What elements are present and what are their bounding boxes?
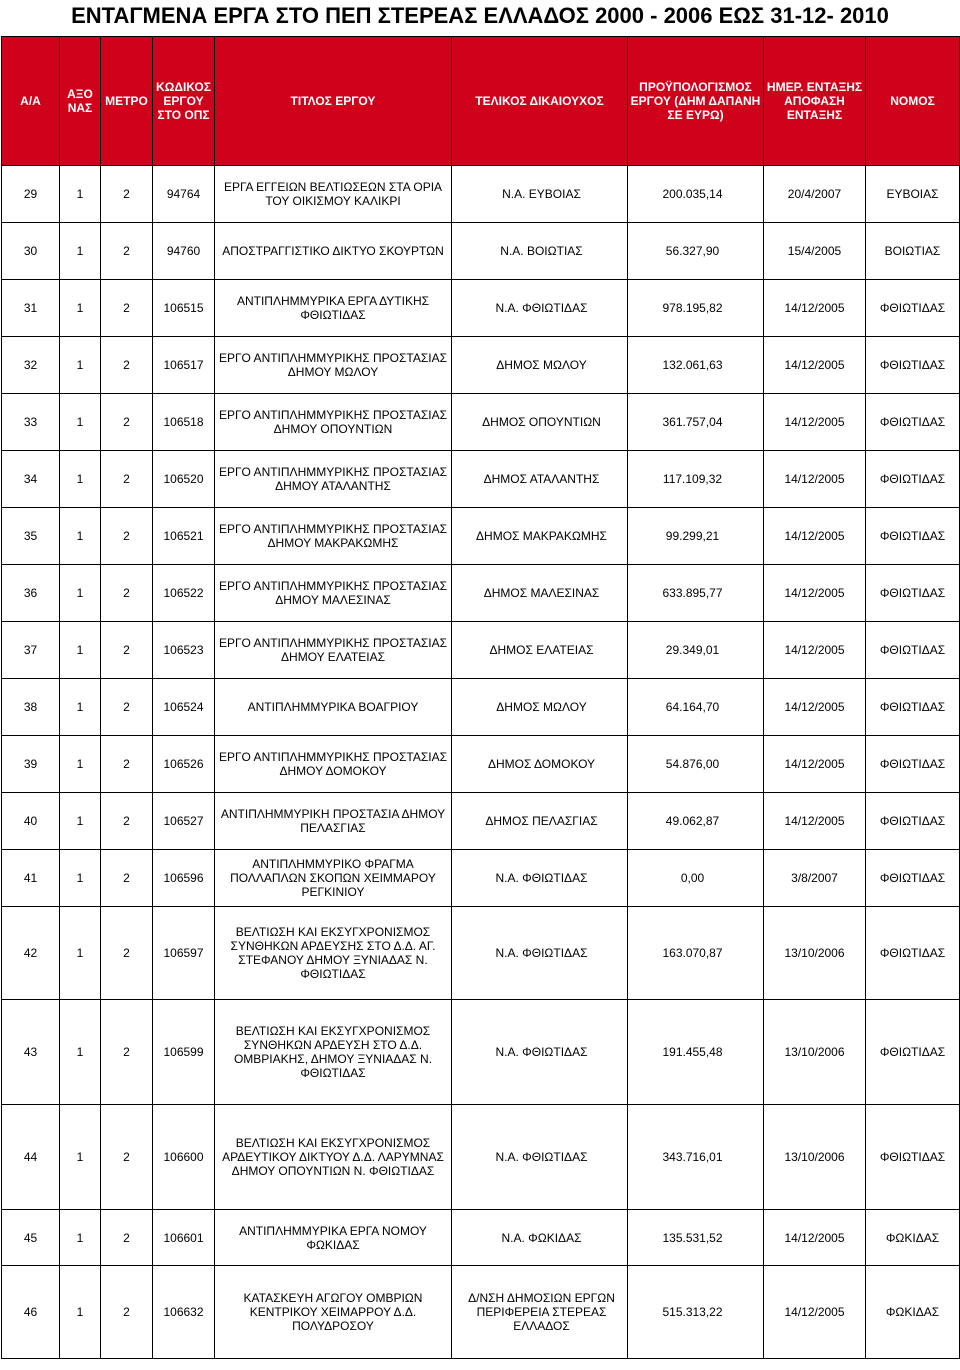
header-beneficiary: ΤΕΛΙΚΟΣ ΔΙΚΑΙΟΥΧΟΣ bbox=[452, 37, 628, 166]
cell-beneficiary: ΔΗΜΟΣ ΔΟΜΟΚΟΥ bbox=[452, 736, 628, 793]
cell-date: 14/12/2005 bbox=[764, 508, 866, 565]
cell-code: 106597 bbox=[153, 907, 215, 1000]
cell-axonas: 1 bbox=[60, 736, 101, 793]
cell-aa: 36 bbox=[2, 565, 60, 622]
cell-date: 14/12/2005 bbox=[764, 622, 866, 679]
cell-aa: 31 bbox=[2, 280, 60, 337]
cell-beneficiary: Ν.Α. ΦΘΙΩΤΙΔΑΣ bbox=[452, 280, 628, 337]
cell-beneficiary: Ν.Α. ΦΩΚΙΔΑΣ bbox=[452, 1210, 628, 1266]
table-header bbox=[2, 37, 960, 166]
cell-nomos: ΦΘΙΩΤΙΔΑΣ bbox=[866, 1000, 960, 1105]
cell-metro: 2 bbox=[101, 565, 153, 622]
cell-title: ΕΡΓΟ ΑΝΤΙΠΛΗΜΜΥΡΙΚΗΣ ΠΡΟΣΤΑΣΙΑΣ ΔΗΜΟΥ ΜΑΚΡΑΚΩΜΗΣ bbox=[215, 508, 452, 565]
cell-title: ΑΝΤΙΠΛΗΜΜΥΡΙΚΗ ΠΡΟΣΤΑΣΙΑ ΔΗΜΟΥ ΠΕΛΑΣΓΙΑΣ bbox=[215, 793, 452, 850]
cell-beneficiary: ΔΗΜΟΣ ΜΩΛΟΥ bbox=[452, 679, 628, 736]
cell-aa: 34 bbox=[2, 451, 60, 508]
cell-title: ΒΕΛΤΙΩΣΗ ΚΑΙ ΕΚΣΥΓΧΡΟΝΙΣΜΟΣ ΣΥΝΘΗΚΩΝ ΑΡΔΕΥΣΗΣ ΣΤΟ Δ.Δ. ΑΓ. ΣΤΕΦΑΝΟΥ ΔΗΜΟΥ ΞΥΝΙΑΔΑΣ Ν. ΦΘΙΩΤΙΔΑΣ bbox=[215, 907, 452, 1000]
table-row bbox=[2, 622, 960, 679]
cell-title: ΑΝΤΙΠΛΗΜΜΥΡΙΚΟ ΦΡΑΓΜΑ ΠΟΛΛΑΠΛΩΝ ΣΚΟΠΩΝ ΧΕΙΜΜΑΡΟΥ ΡΕΓΚΙΝΙΟΥ bbox=[215, 850, 452, 907]
table-row bbox=[2, 508, 960, 565]
cell-budget: 343.716,01 bbox=[628, 1105, 764, 1210]
cell-title: ΕΡΓΑ ΕΓΓΕΙΩΝ ΒΕΛΤΙΩΣΕΩΝ ΣΤΑ ΟΡΙΑ ΤΟΥ ΟΙΚΙΣΜΟΥ ΚΑΛΙΚΡΙ bbox=[215, 166, 452, 223]
cell-axonas: 1 bbox=[60, 166, 101, 223]
cell-nomos: ΦΘΙΩΤΙΔΑΣ bbox=[866, 793, 960, 850]
cell-beneficiary: Ν.Α. ΦΘΙΩΤΙΔΑΣ bbox=[452, 1000, 628, 1105]
cell-budget: 361.757,04 bbox=[628, 394, 764, 451]
cell-nomos: ΦΘΙΩΤΙΔΑΣ bbox=[866, 451, 960, 508]
cell-aa: 44 bbox=[2, 1105, 60, 1210]
cell-beneficiary: ΔΗΜΟΣ ΜΩΛΟΥ bbox=[452, 337, 628, 394]
header-budget: ΠΡΟΫΠΟΛΟΓΙΣΜΟΣ ΕΡΓΟΥ (ΔΗΜ ΔΑΠΑΝΗ ΣΕ ΕΥΡΩ) bbox=[628, 37, 764, 166]
table-row bbox=[2, 1210, 960, 1266]
cell-metro: 2 bbox=[101, 223, 153, 280]
cell-title: ΕΡΓΟ ΑΝΤΙΠΛΗΜΜΥΡΙΚΗΣ ΠΡΟΣΤΑΣΙΑΣ ΔΗΜΟΥ ΜΩΛΟΥ bbox=[215, 337, 452, 394]
cell-date: 3/8/2007 bbox=[764, 850, 866, 907]
cell-metro: 2 bbox=[101, 850, 153, 907]
cell-budget: 49.062,87 bbox=[628, 793, 764, 850]
cell-title: ΑΝΤΙΠΛΗΜΜΥΡΙΚΑ ΕΡΓΑ ΝΟΜΟΥ ΦΩΚΙΔΑΣ bbox=[215, 1210, 452, 1266]
cell-date: 14/12/2005 bbox=[764, 1210, 866, 1266]
cell-aa: 46 bbox=[2, 1266, 60, 1359]
table-row bbox=[2, 679, 960, 736]
cell-code: 94760 bbox=[153, 223, 215, 280]
cell-budget: 0,00 bbox=[628, 850, 764, 907]
cell-aa: 37 bbox=[2, 622, 60, 679]
cell-nomos: ΦΩΚΙΔΑΣ bbox=[866, 1266, 960, 1359]
cell-budget: 99.299,21 bbox=[628, 508, 764, 565]
cell-axonas: 1 bbox=[60, 337, 101, 394]
cell-nomos: ΕΥΒΟΙΑΣ bbox=[866, 166, 960, 223]
cell-metro: 2 bbox=[101, 280, 153, 337]
cell-budget: 633.895,77 bbox=[628, 565, 764, 622]
cell-nomos: ΦΘΙΩΤΙΔΑΣ bbox=[866, 736, 960, 793]
cell-metro: 2 bbox=[101, 1210, 153, 1266]
cell-beneficiary: ΔΗΜΟΣ ΟΠΟΥΝΤΙΩΝ bbox=[452, 394, 628, 451]
cell-axonas: 1 bbox=[60, 1210, 101, 1266]
cell-axonas: 1 bbox=[60, 1000, 101, 1105]
cell-date: 14/12/2005 bbox=[764, 394, 866, 451]
cell-code: 106600 bbox=[153, 1105, 215, 1210]
cell-budget: 515.313,22 bbox=[628, 1266, 764, 1359]
cell-title: ΚΑΤΑΣΚΕΥΗ ΑΓΩΓΟΥ ΟΜΒΡΙΩΝ ΚΕΝΤΡΙΚΟΥ ΧΕΙΜΑΡΡΟΥ Δ.Δ. ΠΟΛΥΔΡΟΣΟΥ bbox=[215, 1266, 452, 1359]
cell-metro: 2 bbox=[101, 394, 153, 451]
cell-axonas: 1 bbox=[60, 1266, 101, 1359]
cell-date: 14/12/2005 bbox=[764, 451, 866, 508]
table-row bbox=[2, 451, 960, 508]
cell-aa: 43 bbox=[2, 1000, 60, 1105]
cell-beneficiary: Ν.Α. ΕΥΒΟΙΑΣ bbox=[452, 166, 628, 223]
table-row bbox=[2, 565, 960, 622]
cell-nomos: ΒΟΙΩΤΙΑΣ bbox=[866, 223, 960, 280]
cell-aa: 38 bbox=[2, 679, 60, 736]
cell-beneficiary: Ν.Α. ΒΟΙΩΤΙΑΣ bbox=[452, 223, 628, 280]
table-row bbox=[2, 337, 960, 394]
cell-aa: 29 bbox=[2, 166, 60, 223]
cell-title: ΕΡΓΟ ΑΝΤΙΠΛΗΜΜΥΡΙΚΗΣ ΠΡΟΣΤΑΣΙΑΣ ΔΗΜΟΥ ΔΟΜΟΚΟΥ bbox=[215, 736, 452, 793]
table-row bbox=[2, 280, 960, 337]
cell-axonas: 1 bbox=[60, 850, 101, 907]
cell-code: 106601 bbox=[153, 1210, 215, 1266]
table-row bbox=[2, 907, 960, 1000]
header-title: ΤΙΤΛΟΣ ΕΡΓΟΥ bbox=[215, 37, 452, 166]
cell-date: 14/12/2005 bbox=[764, 337, 866, 394]
cell-title: ΑΠΟΣΤΡΑΓΓΙΣΤΙΚΟ ΔΙΚΤΥΟ ΣΚΟΥΡΤΩΝ bbox=[215, 223, 452, 280]
cell-code: 106522 bbox=[153, 565, 215, 622]
cell-metro: 2 bbox=[101, 1000, 153, 1105]
cell-aa: 42 bbox=[2, 907, 60, 1000]
cell-code: 106517 bbox=[153, 337, 215, 394]
cell-metro: 2 bbox=[101, 736, 153, 793]
cell-beneficiary: ΔΗΜΟΣ ΜΑΛΕΣΙΝΑΣ bbox=[452, 565, 628, 622]
cell-metro: 2 bbox=[101, 622, 153, 679]
table-row bbox=[2, 1105, 960, 1210]
cell-nomos: ΦΘΙΩΤΙΔΑΣ bbox=[866, 337, 960, 394]
cell-date: 13/10/2006 bbox=[764, 907, 866, 1000]
header-metro: ΜΕΤΡΟ bbox=[101, 37, 153, 166]
cell-code: 106523 bbox=[153, 622, 215, 679]
cell-beneficiary: Ν.Α. ΦΘΙΩΤΙΔΑΣ bbox=[452, 850, 628, 907]
cell-axonas: 1 bbox=[60, 223, 101, 280]
cell-budget: 978.195,82 bbox=[628, 280, 764, 337]
cell-date: 13/10/2006 bbox=[764, 1105, 866, 1210]
cell-title: ΒΕΛΤΙΩΣΗ ΚΑΙ ΕΚΣΥΓΧΡΟΝΙΣΜΟΣ ΑΡΔΕΥΤΙΚΟΥ ΔΙΚΤΥΟΥ Δ.Δ. ΛΑΡΥΜΝΑΣ ΔΗΜΟΥ ΟΠΟΥΝΤΙΩΝ Ν. ΦΘΙΩΤΙΔΑΣ bbox=[215, 1105, 452, 1210]
cell-code: 106520 bbox=[153, 451, 215, 508]
table-row bbox=[2, 166, 960, 223]
table-row bbox=[2, 1000, 960, 1105]
header-axonas: ΑΞΟ ΝΑΣ bbox=[60, 37, 101, 166]
cell-code: 106524 bbox=[153, 679, 215, 736]
cell-beneficiary: ΔΗΜΟΣ ΜΑΚΡΑΚΩΜΗΣ bbox=[452, 508, 628, 565]
cell-beneficiary: ΔΗΜΟΣ ΠΕΛΑΣΓΙΑΣ bbox=[452, 793, 628, 850]
cell-date: 15/4/2005 bbox=[764, 223, 866, 280]
cell-title: ΑΝΤΙΠΛΗΜΜΥΡΙΚΑ ΒΟΑΓΡΙΟΥ bbox=[215, 679, 452, 736]
cell-aa: 33 bbox=[2, 394, 60, 451]
table-row bbox=[2, 850, 960, 907]
cell-axonas: 1 bbox=[60, 280, 101, 337]
header-aa: Α/Α bbox=[2, 37, 60, 166]
cell-code: 94764 bbox=[153, 166, 215, 223]
cell-beneficiary: Δ/ΝΣΗ ΔΗΜΟΣΙΩΝ ΕΡΓΩΝ ΠΕΡΙΦΕΡΕΙΑ ΣΤΕΡΕΑΣ ΕΛΛΑΔΟΣ bbox=[452, 1266, 628, 1359]
cell-metro: 2 bbox=[101, 1266, 153, 1359]
cell-axonas: 1 bbox=[60, 793, 101, 850]
cell-beneficiary: Ν.Α. ΦΘΙΩΤΙΔΑΣ bbox=[452, 1105, 628, 1210]
cell-beneficiary: ΔΗΜΟΣ ΕΛΑΤΕΙΑΣ bbox=[452, 622, 628, 679]
cell-metro: 2 bbox=[101, 679, 153, 736]
cell-metro: 2 bbox=[101, 451, 153, 508]
cell-nomos: ΦΘΙΩΤΙΔΑΣ bbox=[866, 565, 960, 622]
cell-nomos: ΦΩΚΙΔΑΣ bbox=[866, 1210, 960, 1266]
cell-title: ΑΝΤΙΠΛΗΜΜΥΡΙΚΑ ΕΡΓΑ ΔΥΤΙΚΗΣ ΦΘΙΩΤΙΔΑΣ bbox=[215, 280, 452, 337]
cell-nomos: ΦΘΙΩΤΙΔΑΣ bbox=[866, 622, 960, 679]
cell-nomos: ΦΘΙΩΤΙΔΑΣ bbox=[866, 679, 960, 736]
cell-aa: 39 bbox=[2, 736, 60, 793]
cell-budget: 200.035,14 bbox=[628, 166, 764, 223]
cell-code: 106526 bbox=[153, 736, 215, 793]
cell-nomos: ΦΘΙΩΤΙΔΑΣ bbox=[866, 394, 960, 451]
cell-code: 106632 bbox=[153, 1266, 215, 1359]
cell-code: 106521 bbox=[153, 508, 215, 565]
cell-beneficiary: Ν.Α. ΦΘΙΩΤΙΔΑΣ bbox=[452, 907, 628, 1000]
cell-title: ΕΡΓΟ ΑΝΤΙΠΛΗΜΜΥΡΙΚΗΣ ΠΡΟΣΤΑΣΙΑΣ ΔΗΜΟΥ ΑΤΑΛΑΝΤΗΣ bbox=[215, 451, 452, 508]
cell-date: 13/10/2006 bbox=[764, 1000, 866, 1105]
cell-code: 106518 bbox=[153, 394, 215, 451]
table-row bbox=[2, 736, 960, 793]
cell-axonas: 1 bbox=[60, 451, 101, 508]
cell-budget: 117.109,32 bbox=[628, 451, 764, 508]
cell-aa: 32 bbox=[2, 337, 60, 394]
cell-metro: 2 bbox=[101, 907, 153, 1000]
cell-axonas: 1 bbox=[60, 508, 101, 565]
cell-nomos: ΦΘΙΩΤΙΔΑΣ bbox=[866, 280, 960, 337]
cell-budget: 163.070,87 bbox=[628, 907, 764, 1000]
cell-aa: 41 bbox=[2, 850, 60, 907]
table-row bbox=[2, 793, 960, 850]
cell-aa: 45 bbox=[2, 1210, 60, 1266]
table-body bbox=[2, 166, 960, 1359]
cell-nomos: ΦΘΙΩΤΙΔΑΣ bbox=[866, 1105, 960, 1210]
cell-metro: 2 bbox=[101, 793, 153, 850]
cell-date: 14/12/2005 bbox=[764, 280, 866, 337]
cell-title: ΕΡΓΟ ΑΝΤΙΠΛΗΜΜΥΡΙΚΗΣ ΠΡΟΣΤΑΣΙΑΣ ΔΗΜΟΥ ΟΠΟΥΝΤΙΩΝ bbox=[215, 394, 452, 451]
header-code: ΚΩΔΙΚΟΣ ΕΡΓΟΥ ΣΤΟ ΟΠΣ bbox=[153, 37, 215, 166]
cell-title: ΕΡΓΟ ΑΝΤΙΠΛΗΜΜΥΡΙΚΗΣ ΠΡΟΣΤΑΣΙΑΣ ΔΗΜΟΥ ΕΛΑΤΕΙΑΣ bbox=[215, 622, 452, 679]
cell-budget: 191.455,48 bbox=[628, 1000, 764, 1105]
cell-date: 14/12/2005 bbox=[764, 565, 866, 622]
cell-budget: 135.531,52 bbox=[628, 1210, 764, 1266]
cell-nomos: ΦΘΙΩΤΙΔΑΣ bbox=[866, 907, 960, 1000]
cell-code: 106515 bbox=[153, 280, 215, 337]
cell-budget: 64.164,70 bbox=[628, 679, 764, 736]
cell-aa: 30 bbox=[2, 223, 60, 280]
cell-aa: 40 bbox=[2, 793, 60, 850]
cell-date: 14/12/2005 bbox=[764, 679, 866, 736]
header-date: ΗΜΕΡ. ΕΝΤΑΞΗΣ ΑΠΟΦΑΣΗ ΕΝΤΑΞΗΣ bbox=[764, 37, 866, 166]
cell-axonas: 1 bbox=[60, 907, 101, 1000]
cell-metro: 2 bbox=[101, 1105, 153, 1210]
cell-code: 106596 bbox=[153, 850, 215, 907]
cell-aa: 35 bbox=[2, 508, 60, 565]
cell-axonas: 1 bbox=[60, 1105, 101, 1210]
cell-budget: 54.876,00 bbox=[628, 736, 764, 793]
cell-axonas: 1 bbox=[60, 622, 101, 679]
header-nomos: ΝΟΜΟΣ bbox=[866, 37, 960, 166]
table-row bbox=[2, 394, 960, 451]
cell-metro: 2 bbox=[101, 337, 153, 394]
cell-axonas: 1 bbox=[60, 394, 101, 451]
table-row bbox=[2, 223, 960, 280]
cell-axonas: 1 bbox=[60, 565, 101, 622]
cell-axonas: 1 bbox=[60, 679, 101, 736]
cell-budget: 56.327,90 bbox=[628, 223, 764, 280]
cell-metro: 2 bbox=[101, 508, 153, 565]
cell-beneficiary: ΔΗΜΟΣ ΑΤΑΛΑΝΤΗΣ bbox=[452, 451, 628, 508]
cell-budget: 132.061,63 bbox=[628, 337, 764, 394]
cell-title: ΒΕΛΤΙΩΣΗ ΚΑΙ ΕΚΣΥΓΧΡΟΝΙΣΜΟΣ ΣΥΝΘΗΚΩΝ ΑΡΔΕΥΣΗ ΣΤΟ Δ.Δ. ΟΜΒΡΙΑΚΗΣ, ΔΗΜΟΥ ΞΥΝΙΑΔΑΣ Ν. ΦΘΙΩΤΙΔΑΣ bbox=[215, 1000, 452, 1105]
cell-nomos: ΦΘΙΩΤΙΔΑΣ bbox=[866, 508, 960, 565]
table-row bbox=[2, 1266, 960, 1359]
cell-date: 14/12/2005 bbox=[764, 736, 866, 793]
cell-code: 106527 bbox=[153, 793, 215, 850]
cell-metro: 2 bbox=[101, 166, 153, 223]
cell-date: 14/12/2005 bbox=[764, 1266, 866, 1359]
cell-title: ΕΡΓΟ ΑΝΤΙΠΛΗΜΜΥΡΙΚΗΣ ΠΡΟΣΤΑΣΙΑΣ ΔΗΜΟΥ ΜΑΛΕΣΙΝΑΣ bbox=[215, 565, 452, 622]
works-table bbox=[1, 36, 960, 1359]
cell-nomos: ΦΘΙΩΤΙΔΑΣ bbox=[866, 850, 960, 907]
cell-date: 20/4/2007 bbox=[764, 166, 866, 223]
page-title: ΕΝΤΑΓΜΕΝΑ ΕΡΓΑ ΣΤΟ ΠΕΠ ΣΤΕΡΕΑΣ ΕΛΛΑΔΟΣ 2000 - 2006 ΕΩΣ 31-12- 2010 bbox=[71, 3, 889, 28]
cell-budget: 29.349,01 bbox=[628, 622, 764, 679]
cell-date: 14/12/2005 bbox=[764, 793, 866, 850]
cell-code: 106599 bbox=[153, 1000, 215, 1105]
